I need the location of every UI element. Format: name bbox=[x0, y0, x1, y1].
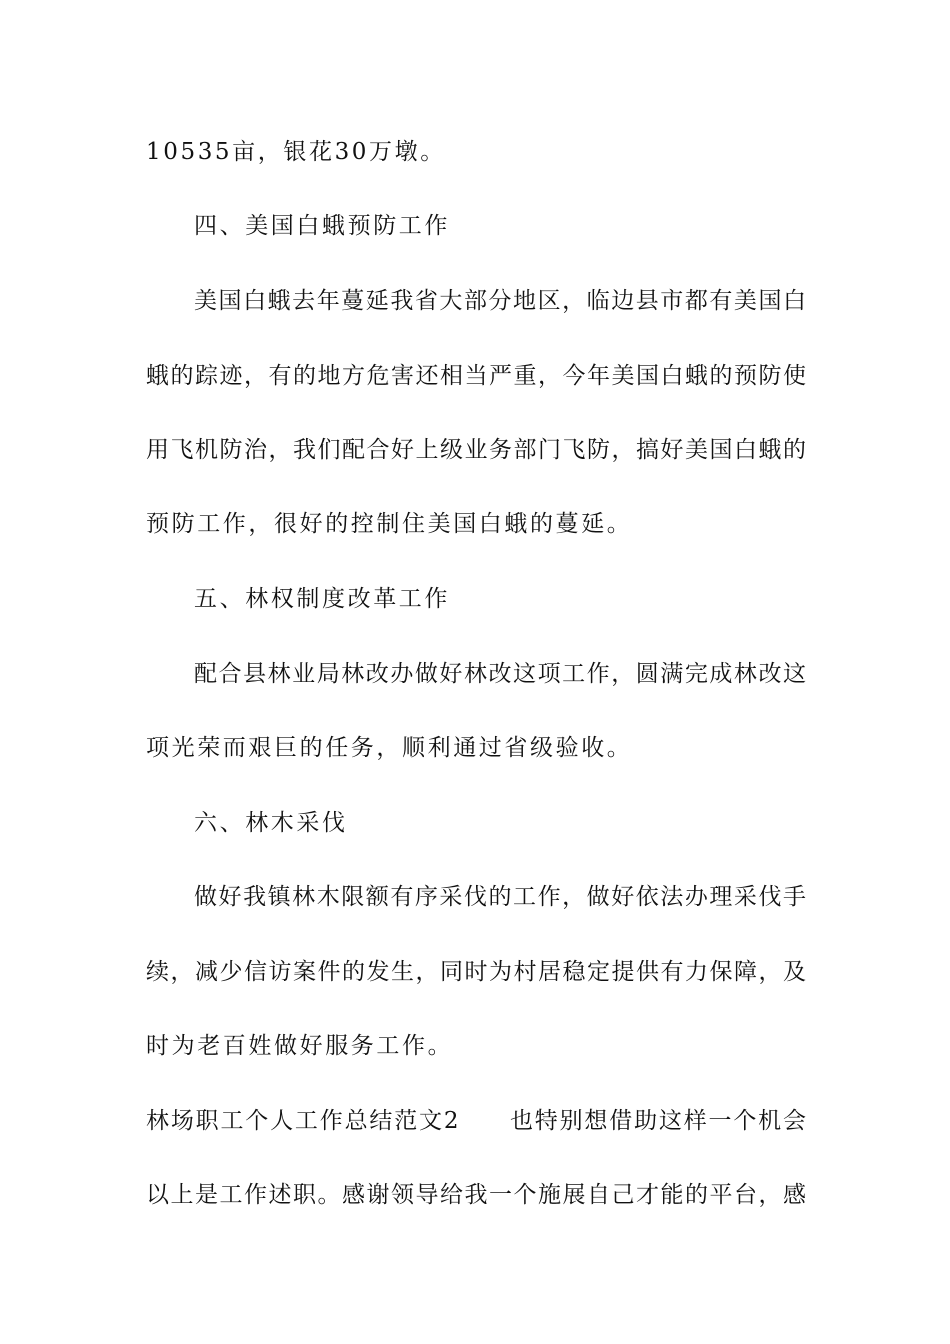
section-heading: 五、林权制度改革工作 bbox=[194, 586, 450, 612]
paragraph-line: 续，减少信访案件的发生，同时为村居稳定提供有力保障，及 bbox=[146, 959, 806, 985]
paragraph-line: 项光荣而艰巨的任务，顺利通过省级验收。 bbox=[146, 735, 633, 761]
section-heading: 四、美国白蛾预防工作 bbox=[194, 213, 450, 239]
paragraph-line: 用飞机防治，我们配合好上级业务部门飞防，搞好美国白蛾的 bbox=[146, 437, 806, 463]
paragraph-line: 美国白蛾去年蔓延我省大部分地区，临边县市都有美国白 bbox=[194, 288, 806, 314]
paragraph-line: 做好我镇林木限额有序采伐的工作，做好依法办理采伐手 bbox=[194, 884, 806, 910]
paragraph-line: 蛾的踪迹，有的地方危害还相当严重，今年美国白蛾的预防使 bbox=[146, 363, 806, 389]
section-heading: 六、林木采伐 bbox=[194, 810, 348, 836]
paragraph-line: 林场职工个人工作总结范文2 也特别想借助这样一个机会 bbox=[146, 1108, 806, 1134]
paragraph-line: 10535亩，银花30万墩。 bbox=[146, 139, 446, 165]
paragraph-line: 预防工作，很好的控制住美国白蛾的蔓延。 bbox=[146, 511, 633, 537]
paragraph-line: 配合县林业局林改办做好林改这项工作，圆满完成林改这 bbox=[194, 661, 806, 687]
paragraph-line: 时为老百姓做好服务工作。 bbox=[146, 1033, 454, 1059]
paragraph-line: 以上是工作述职。感谢领导给我一个施展自己才能的平台，感 bbox=[146, 1182, 806, 1208]
